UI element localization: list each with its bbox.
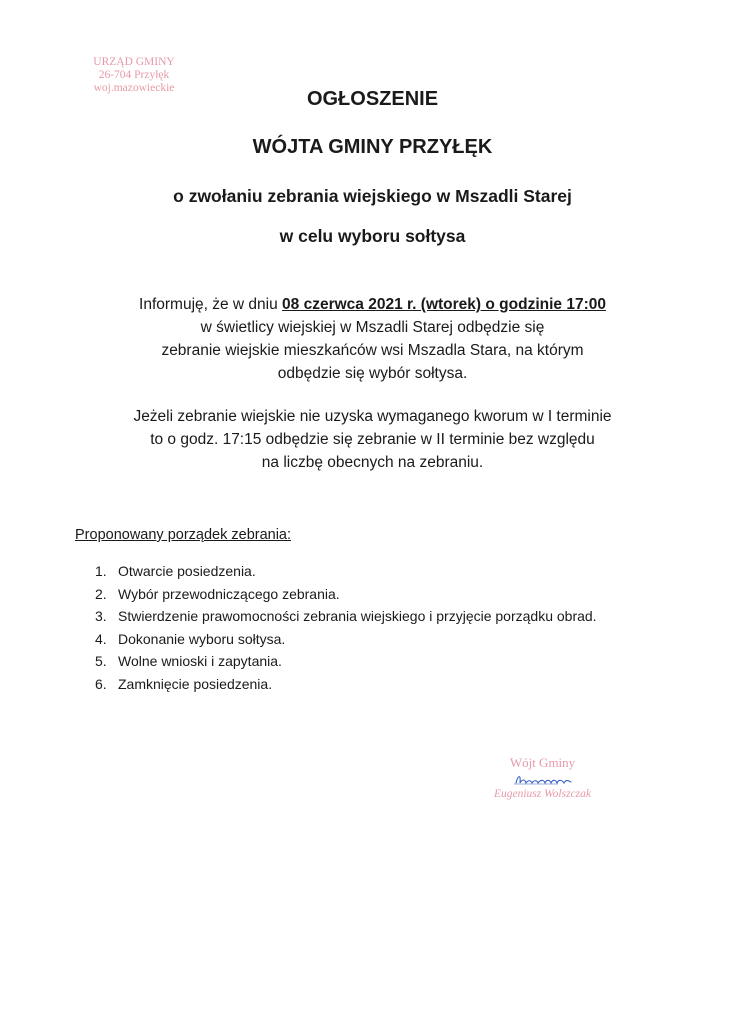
agenda-list bbox=[95, 560, 655, 695]
agenda-item-text: Dokonanie wyboru sołtysa. bbox=[118, 630, 286, 647]
agenda-item-text: Wybór przewodniczącego zebrania. bbox=[118, 585, 340, 602]
agenda-item-number: 4. bbox=[95, 630, 107, 647]
paragraph-1-line-3: zebranie wiejskie mieszkańców wsi Mszadla Stara, na którym bbox=[161, 342, 584, 359]
signatory-title: Wójt Gminy bbox=[509, 755, 576, 770]
signature-block bbox=[470, 755, 615, 801]
announcement-paragraph-2 bbox=[40, 405, 705, 474]
document-topic: o zwołaniu zebrania wiejskiego w Mszadli Starej bbox=[173, 186, 572, 206]
stamp-line-3: woj.mazowieckie bbox=[93, 82, 175, 94]
agenda-item-number: 2. bbox=[95, 585, 107, 602]
agenda-item-text: Stwierdzenie prawomocności zebrania wiejskiego i przyjęcie porządku obrad. bbox=[118, 608, 597, 624]
document-subtitle: WÓJTA GMINY PRZYŁĘK bbox=[252, 136, 493, 158]
paragraph-2-line-2: to o godz. 17:15 odbędzie się zebranie w II terminie bez względu bbox=[150, 431, 595, 448]
stamp-line-1: URZĄD GMINY bbox=[93, 56, 175, 68]
stamp-line-2: 26-704 Przyłęk bbox=[98, 69, 170, 81]
agenda-item bbox=[95, 650, 655, 673]
agenda-item bbox=[95, 605, 655, 628]
agenda-item-text: Zamknięcie posiedzenia. bbox=[118, 675, 273, 692]
agenda-heading: Proponowany porządek zebrania: bbox=[75, 527, 292, 543]
announcement-paragraph-1 bbox=[40, 293, 705, 385]
paragraph-1-line-2: w świetlicy wiejskiej w Mszadli Starej odbędzie się bbox=[200, 319, 545, 336]
agenda-item bbox=[95, 560, 655, 583]
document-purpose: w celu wyboru sołtysa bbox=[279, 226, 466, 246]
agenda-item bbox=[95, 583, 655, 606]
paragraph-1-line-4: odbędzie się wybór sołtysa. bbox=[277, 365, 468, 382]
agenda-item-number: 5. bbox=[95, 653, 107, 669]
signatory-name: Eugeniusz Wolszczak bbox=[493, 788, 591, 800]
agenda-item-number: 1. bbox=[95, 563, 107, 579]
agenda-item bbox=[95, 628, 655, 651]
paragraph-1-intro: Informuję, że w dniu bbox=[139, 296, 283, 313]
handwritten-signature bbox=[498, 771, 588, 787]
document-title: OGŁOSZENIE bbox=[306, 88, 439, 110]
agenda-item-number: 3. bbox=[95, 608, 107, 624]
meeting-date: 08 czerwca 2021 r. (wtorek) o godzinie 17:00 bbox=[282, 296, 606, 313]
agenda-item bbox=[95, 673, 655, 696]
paragraph-2-line-3: na liczbę obecnych na zebraniu. bbox=[261, 454, 484, 471]
agenda-item-text: Otwarcie posiedzenia. bbox=[118, 563, 256, 579]
agenda-item-number: 6. bbox=[95, 675, 107, 692]
paragraph-2-line-1: Jeżeli zebranie wiejskie nie uzyska wymaganego kworum w I terminie bbox=[133, 408, 612, 425]
paragraph-1-line-1 bbox=[40, 293, 705, 316]
agenda-item-text: Wolne wnioski i zapytania. bbox=[118, 653, 282, 669]
